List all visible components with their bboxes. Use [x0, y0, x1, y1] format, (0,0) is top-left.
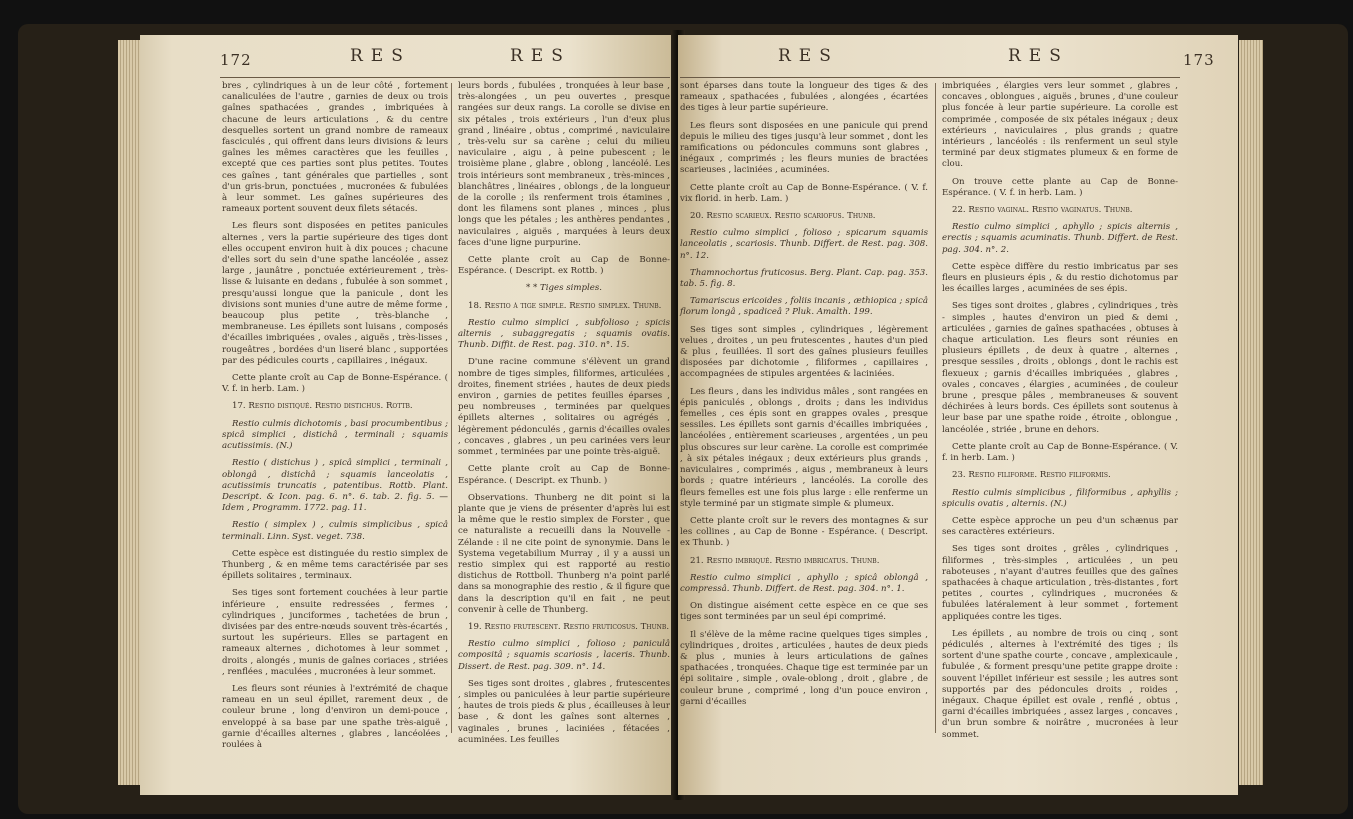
diagnosis: Restio culmo simplici , subfolioso ; spicis alternis , subaggregatis ; squamis ovatis. Thunb. Diffit. de Rest. pag. 310. n°. 15.	[458, 317, 670, 351]
right-page-header	[678, 46, 1238, 73]
synonym: Tamariscus ericoides , foliis incanis , æthiopica ; spicâ florum longâ , spadiceâ ? Pluk. Amalth. 199.	[680, 296, 928, 318]
right-header-rule	[680, 77, 1180, 78]
species-heading: 23. Restio filiforme. Restio filiformis.	[952, 470, 1111, 481]
paragraph: Cette plante croît au Cap de Bonne-Espérance. ( Descript. ex Thunb. )	[458, 464, 670, 486]
paragraph: Les épillets , au nombre de trois ou cinq , sont pédiculés , alternes à l'extrémité des tiges ; ils sortent d'une spathe courte , concave , amplexicaule , fubulée , & forment presqu'une petite grappe droite : souvent l'épillet inférieur est sessile ; les autres sont supportés par des pédoncules droits , roides , inégaux. Chaque épillet est ovale , renflé , obtus , garni d'écailles imbriquées , assez larges , concaves , d'un brun sombre & noirâtre , mucronées à leur sommet.	[942, 628, 1178, 740]
right-running-head-a: RES	[778, 46, 839, 66]
paragraph: Observations. Thunberg ne dit point si la plante que je viens de présenter d'après lui est la même que le restio simplex de Forster , que ce naturaliste a recueilli dans la Nouvelle - Zélande : il ne cite point de synonymie. Dans le Systema vegetabilium Murray , il y a aussi un restio simplex qui est rapporté au restio distichus de Rottboll. Thunberg n'a point parlé dans sa monographie des restio , & il figure que dans la description qu'il en fait , ne peut convenir à celle de Thunberg.	[458, 492, 670, 615]
paragraph: Ses tiges sont droites , glabres , frutescentes , simples ou paniculées à leur partie supérieure , hautes de trois pieds & plus , écailleuses à leur base , & dont les gaînes sont alternes , vaginales , brunes , laciniées , fétacées , acuminées. Les feuilles	[458, 678, 670, 745]
paragraph: Cette espèce diffère du restio imbricatus par ses fleurs en plusieurs épis , & du restio dichotomus par les écailles larges , acuminées de ses épis.	[942, 261, 1178, 295]
paragraph: Ses tiges sont fortement couchées à leur partie inférieure , ensuite redressées , fermes , cylindriques , junciformes , tachetées de brun , divisées par des entre-nœuds souvent très-écartés , surtout les supérieurs. Elles se partagent en rameaux alternes , dichotomes à leur sommet , droits , alongés , munis de gaînes coriaces , striées , renflées , maculées , mucronées à leur sommet.	[222, 588, 448, 677]
species-heading: 20. Restio scarieux. Restio scariofus. Thunb.	[690, 211, 876, 222]
paragraph: Cette espèce est distinguée du restio simplex de Thunberg , & en même tems caractérisée par ses épillets solitaires , terminaux.	[222, 548, 448, 582]
diagnosis: Restio culmis simplicibus , filiformibus , aphyllis ; spiculis ovatis , alternis. (N.)	[942, 487, 1178, 509]
right-page-number: 173	[1183, 51, 1215, 69]
right-column-divider	[935, 83, 936, 733]
right-running-head-b: RES	[1008, 46, 1069, 66]
paragraph: sont éparses dans toute la longueur des tiges & des rameaux , spathacées , fubulées , alongées , écartées des tiges à leur partie supérieure.	[680, 81, 928, 114]
paragraph: Cette plante croît au Cap de Bonne-Espérance. ( V. f. vix florid. in herb. Lam. )	[680, 182, 928, 204]
left-header-rule	[220, 77, 670, 78]
paragraph: Les fleurs sont disposées en une panicule qui prend depuis le milieu des tiges jusqu'à leur sommet , dont les ramifications ou pédoncules communs sont glabres , inégaux , comprimés ; les fleurs munies de bractées scarieuses , laciniées , acuminées.	[680, 120, 928, 176]
left-column-divider	[451, 83, 452, 733]
paragraph: bres , cylindriques à un de leur côté , fortement canaliculées de l'autre , garnies de deux ou trois gaînes spathacées , grandes , imbriquées à chacune de leurs articulations , & du centre desquelles sortent un grand nombre de rameaux fasciculés , qui offrent dans leurs divisions & leurs gaînes les mêmes caractères que les feuilles , excepté que ces parties sont plus petites. Toutes ces gaînes , tant générales que partielles , sont d'un gris-brun, ponctuées , mucronées & fubulées à leur sommet. Les gaînes supérieures des rameaux portent souvent deux filets sétacés.	[222, 81, 448, 215]
paragraph: Ses tiges sont droites , glabres , cylindriques , très - simples , hautes d'environ un pied & demi , articulées , garnies de gaînes spathacées , obtuses à chaque articulation. Les fleurs sont réunies en plusieurs épillets , de deux à quatre , alternes , presque sessiles , droits , oblongs , dont le rachis est flexueux ; garnis d'écailles imbriquées , glabres , ovales , concaves , élargies , acuminées , de couleur brune , presque pâles , membraneuses & souvent déchirées à leurs bords. Ces épillets sont soutenus à leur base par une spathe roide , étroite , oblongue , lancéolée , striée , brune en dehors.	[942, 301, 1178, 435]
left-page-number: 172	[220, 51, 252, 69]
paragraph: Cette espèce approche un peu d'un schænus par ses caractères extérieurs.	[942, 515, 1178, 538]
paragraph: imbriquées , élargies vers leur sommet , glabres , concaves , oblongues , aiguës , brunes , d'une couleur plus foncée à leur partie supérieure. La corolle est comprimée , composée de six pétales inégaux ; deux extérieurs , naviculaires , plus grands ; quatre intérieurs , lancéolés : ils renferment un seul style terminé par deux stigmates plumeux & en forme de clou.	[942, 81, 1178, 170]
paragraph: Les fleurs sont réunies à l'extrémité de chaque rameau en un seul épillet, rarement deux , de couleur brune , long d'environ un demi-pouce , enveloppé à sa base par une spathe très-aiguë , garnie d'écailles alternes , glabres , lancéolées , roulées à	[222, 683, 448, 750]
paragraph: Les fleurs , dans les individus mâles , sont rangées en épis paniculés , oblongs , droits ; dans les individus femelles , ces épis sont en grappes ovales , presque sessiles. Les épillets sont garnis d'écailles imbriquées , lancéolées , entièrement scarieuses , argentées , un peu plus obscures sur leur carène. La corolle est comprimée , à six pétales inégaux ; deux extérieurs plus grands , naviculaires , comprimés , aigus , membraneux à leurs bords ; quatre intérieurs , lancéolés. La corolle des fleurs femelles est une fois plus large : elle renferme un style terminé par un stigmate simple & plumeux.	[680, 386, 928, 509]
left-running-head-b: RES	[510, 46, 571, 66]
diagnosis: Restio culmo simplici , folioso ; paniculâ compositâ ; squamis scariosis , laceris. Thunb. Dissert. de Rest. pag. 309. n°. 14.	[458, 639, 670, 672]
paragraph: leurs bords , fubulées , tronquées à leur base , très-alongées , un peu ouvertes , presque rangées sur deux rangs. La corolle se divise en six pétales , trois extérieurs , l'un d'eux plus grand , linéaire , obtus , comprimé , naviculaire , très-velu sur sa carène ; celui du milieu naviculaire , aigu , à peine pubescent ; le troisième plane , glabre , oblong , lancéolé. Les trois intérieurs sont membraneux , très-minces , blanchâtres , linéaires , oblongs , de la longueur de la corolle ; ils renferment trois étamines , dont les filamens sont planes , minces , plus longs que les pétales ; les anthères pendantes , naviculaires , aiguës , marquées à leurs deux faces d'une ligne purpurine.	[458, 81, 670, 248]
paragraph: On trouve cette plante au Cap de Bonne-Espérance. ( V. f. in herb. Lam. )	[942, 176, 1178, 198]
section-heading: * * Tiges simples.	[525, 283, 603, 294]
left-page-header	[140, 46, 676, 73]
paragraph: Il s'élève de la même racine quelques tiges simples , cylindriques , droites , articulées , hautes de deux pieds & plus , munies à leurs articulations de gaînes spathacées , tronquées. Chaque tige est terminée par un épi solitaire , simple , ovale-oblong , droit , glabre , de couleur brune , comprimé , long d'un pouce environ , garni d'écailles	[680, 629, 928, 707]
synonym: Restio ( distichus ) , spicâ simplici , terminali , oblongâ , distichâ ; squamis lanceolatis , acutissimis truncatis , patentibus. Rottb. Plant. Descript. & Icon. pag. 6. n°. 6. tab. 2. fig. 5. — Idem , Programm. 1772. pag. 11.	[222, 458, 448, 514]
species-heading: 22. Restio vaginal. Restio vaginatus. Thunb.	[952, 205, 1133, 216]
paragraph: Ses tiges sont simples , cylindriques , légèrement velues , droites , un peu frutescentes , hautes d'un pied & plus , feuillées. Il sort des gaînes plusieurs feuilles disposées par dichotomie , filiformes , capillaires , accompagnées de stipules argentées & laciniées.	[680, 324, 928, 380]
right-page	[678, 35, 1238, 795]
left-column-1	[222, 81, 448, 757]
species-heading: 18. Restio à tige simple. Restio simplex. Thunb.	[468, 300, 662, 311]
synonym: Restio ( simplex ) , culmis simplicibus , spicâ terminali. Linn. Syst. veget. 738.	[222, 520, 448, 542]
paragraph: Les fleurs sont disposées en petites panicules alternes , vers la partie supérieure des tiges dont elles occupent environ huit à dix pouces ; chacune d'elles sort du sein d'une spathe lancéolée , assez large , jaunâtre , ponctuée extérieurement , très-lisse & luisante en dedans , fubulée à son sommet , presqu'aussi longue que la panicule , dont les divisions sont munies d'une autre de même forme , beaucoup plus petite , très-blanche , membraneuse. Les épillets sont luisans , composés d'écailles imbriquées , ovales , aiguës , très-lisses , rougeâtres , bordées d'un liseré blanc , supportées par des pédicules courts , capillaires , inégaux.	[222, 221, 448, 366]
paragraph: Cette plante croît au Cap de Bonne-Espérance. ( Descript. ex Rottb. )	[458, 255, 670, 277]
left-column-2	[458, 81, 670, 752]
paragraph: Cette plante croît au Cap de Bonne-Espérance. ( V. f. in herb. Lam. )	[942, 441, 1178, 464]
species-heading: 19. Restio frutescent. Restio fruticosus. Thunb.	[468, 621, 670, 632]
paragraph: Cette plante croît au Cap de Bonne-Espérance. ( V. f. in herb. Lam. )	[222, 373, 448, 395]
diagnosis: Restio culmo simplici , aphyllo ; spicâ oblongâ , compressâ. Thunb. Differt. de Rest. pag. 304. n°. 1.	[680, 572, 928, 594]
paragraph: Ses tiges sont droites , grêles , cylindriques , filiformes , très-simples , articulées , un peu raboteuses , n'ayant d'autres feuilles que des gaînes spathacées à chaque articulation , très-distantes , fort petites , courtes , cylindriques , mucronées & fubulées latéralement à leur sommet , fortement appliquées contre les tiges.	[942, 544, 1179, 622]
paragraph: D'une racine commune s'élèvent un grand nombre de tiges simples, filiformes, articulées , droites, finement striées , hautes de deux pieds environ , garnies de petites feuilles éparses , peu nombreuses , terminées par quelques épillets alternes , solitaires ou agrégés , légèrement pédonculés , garnis d'écailles ovales , concaves , glabres , un peu carinées vers leur sommet , terminées par une pointe très-aiguë.	[458, 357, 670, 458]
diagnosis: Restio culmis dichotomis , basi procumbentibus ; spicâ simplici , distichâ , terminali ; squamis acutissimis. (N.)	[222, 418, 448, 452]
paragraph: On distingue aisément cette espèce en ce que ses tiges sont terminées par un seul épi comprimé.	[680, 601, 928, 623]
paragraph: Cette plante croît sur le revers des montagnes & sur les collines , au Cap de Bonne - Espérance. ( Descript. ex Thunb. )	[680, 515, 928, 549]
synonym: Thamnochortus fruticosus. Berg. Plant. Cap. pag. 353. tab. 5. fig. 8.	[680, 267, 928, 290]
right-page-edges	[1239, 40, 1263, 785]
left-running-head-a: RES	[350, 46, 411, 66]
species-heading: 21. Restio imbriqué. Restio imbricatus. Thunb.	[690, 555, 880, 566]
diagnosis: Restio culmo simplici , folioso ; spicarum squamis lanceolatis , scariosis. Thunb. Differt. de Rest. pag. 308. n°. 12.	[680, 228, 928, 261]
right-column-1	[680, 81, 928, 714]
diagnosis: Restio culmo simplici , aphyllo ; spicis alternis , erectis ; squamis acuminatis. Thunb. Differt. de Rest. pag. 304. n°. 2.	[942, 222, 1178, 255]
left-page	[140, 35, 676, 795]
right-column-2	[942, 81, 1178, 747]
species-heading: 17. Restio distiqué. Restio distichus. Rottb.	[232, 401, 413, 412]
